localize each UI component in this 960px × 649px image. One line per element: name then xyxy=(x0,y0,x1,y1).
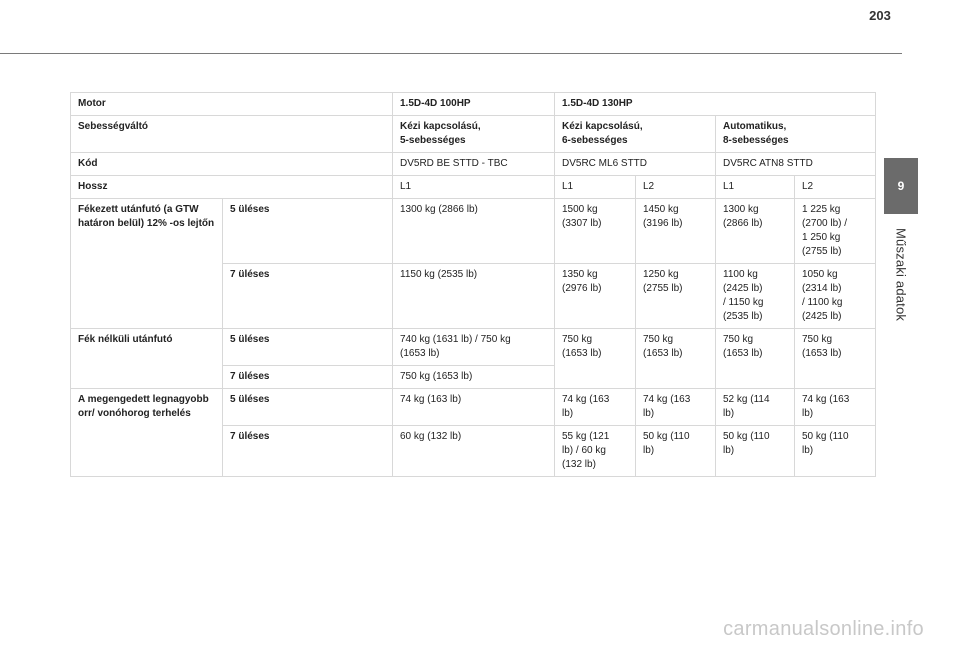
tow-5-val-5: 74 kg (163 lb) xyxy=(795,389,876,426)
braked-7-seat-label: 7 üléses xyxy=(223,264,393,329)
engine-130hp: 1.5D-4D 130HP xyxy=(555,93,876,116)
row-unbraked-5 xyxy=(71,329,876,366)
engine-100hp: 1.5D-4D 100HP xyxy=(393,93,555,116)
row-braked-5 xyxy=(71,199,876,264)
braked-5-val-5: 1 225 kg (2700 lb) / 1 250 kg (2755 lb) xyxy=(795,199,876,264)
tow-7-seat-label: 7 üléses xyxy=(223,426,393,477)
length-2: L1 xyxy=(555,176,636,199)
unbraked-7-val-1: 750 kg (1653 lb) xyxy=(393,366,555,389)
braked-trailer-label: Fékezett utánfutó (a GTW határon belül) 12% -os lejtőn xyxy=(71,199,223,329)
top-rule xyxy=(0,53,902,54)
motor-label: Motor xyxy=(71,93,393,116)
braked-5-seat-label: 5 üléses xyxy=(223,199,393,264)
tow-5-val-3: 74 kg (163 lb) xyxy=(636,389,716,426)
braked-5-val-2: 1500 kg (3307 lb) xyxy=(555,199,636,264)
braked-7-val-5: 1050 kg (2314 lb) / 1100 kg (2425 lb) xyxy=(795,264,876,329)
code-3: DV5RC ATN8 STTD xyxy=(716,153,876,176)
chapter-tab xyxy=(884,158,918,214)
row-length xyxy=(71,176,876,199)
braked-7-val-2: 1350 kg (2976 lb) xyxy=(555,264,636,329)
unbraked-val-4: 750 kg (1653 lb) xyxy=(716,329,795,389)
gearbox-manual5: Kézi kapcsolású, 5-sebességes xyxy=(393,116,555,153)
chapter-number: 9 xyxy=(897,179,905,193)
length-4: L1 xyxy=(716,176,795,199)
code-1: DV5RD BE STTD - TBC xyxy=(393,153,555,176)
length-1: L1 xyxy=(393,176,555,199)
code-label: Kód xyxy=(71,153,393,176)
gearbox-auto8: Automatikus, 8-sebességes xyxy=(716,116,876,153)
tow-5-seat-label: 5 üléses xyxy=(223,389,393,426)
unbraked-val-5: 750 kg (1653 lb) xyxy=(795,329,876,389)
braked-7-val-1: 1150 kg (2535 lb) xyxy=(393,264,555,329)
tow-7-val-1: 60 kg (132 lb) xyxy=(393,426,555,477)
unbraked-val-2: 750 kg (1653 lb) xyxy=(555,329,636,389)
tow-5-val-1: 74 kg (163 lb) xyxy=(393,389,555,426)
row-tow-5 xyxy=(71,389,876,426)
unbraked-5-val-1: 740 kg (1631 lb) / 750 kg (1653 lb) xyxy=(393,329,555,366)
row-gearbox xyxy=(71,116,876,153)
code-2: DV5RC ML6 STTD xyxy=(555,153,716,176)
unbraked-trailer-label: Fék nélküli utánfutó xyxy=(71,329,223,389)
braked-7-val-3: 1250 kg (2755 lb) xyxy=(636,264,716,329)
tow-7-val-4: 50 kg (110 lb) xyxy=(716,426,795,477)
page-number: 203 xyxy=(869,8,891,23)
row-code xyxy=(71,153,876,176)
tow-7-val-5: 50 kg (110 lb) xyxy=(795,426,876,477)
length-3: L2 xyxy=(636,176,716,199)
chapter-title xyxy=(884,210,918,340)
unbraked-5-seat-label: 5 üléses xyxy=(223,329,393,366)
gearbox-label: Sebességváltó xyxy=(71,116,393,153)
tow-7-val-3: 50 kg (110 lb) xyxy=(636,426,716,477)
watermark: carmanualsonline.info xyxy=(723,618,924,640)
chapter-title-text: Műszaki adatok xyxy=(893,228,909,322)
length-label: Hossz xyxy=(71,176,393,199)
gearbox-manual6: Kézi kapcsolású, 6-sebességes xyxy=(555,116,716,153)
braked-7-val-4: 1100 kg (2425 lb) / 1150 kg (2535 lb) xyxy=(716,264,795,329)
length-5: L2 xyxy=(795,176,876,199)
tow-7-val-2: 55 kg (121 lb) / 60 kg (132 lb) xyxy=(555,426,636,477)
braked-5-val-4: 1300 kg (2866 lb) xyxy=(716,199,795,264)
braked-5-val-1: 1300 kg (2866 lb) xyxy=(393,199,555,264)
unbraked-val-3: 750 kg (1653 lb) xyxy=(636,329,716,389)
braked-5-val-3: 1450 kg (3196 lb) xyxy=(636,199,716,264)
row-motor xyxy=(71,93,876,116)
tow-5-val-2: 74 kg (163 lb) xyxy=(555,389,636,426)
spec-table xyxy=(70,92,876,477)
tow-5-val-4: 52 kg (114 lb) xyxy=(716,389,795,426)
towbar-load-label: A megengedett legnagyobb orr/ vonóhorog terhelés xyxy=(71,389,223,477)
unbraked-7-seat-label: 7 üléses xyxy=(223,366,393,389)
